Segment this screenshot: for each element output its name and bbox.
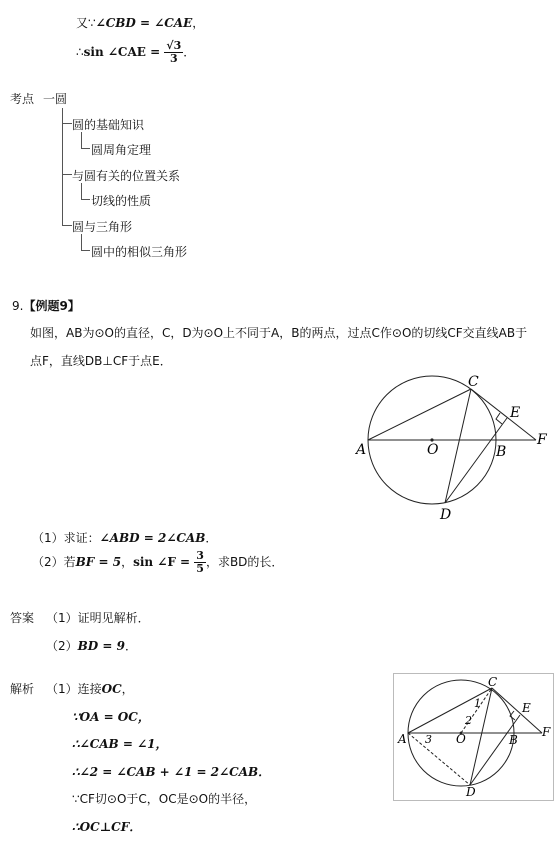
tree-branch [81, 148, 90, 149]
label-d: D [440, 507, 452, 523]
kaodian-label: 考点 [10, 92, 35, 106]
question-1: （1）求证：∠ABD = 2∠CAB． [32, 531, 218, 545]
figure-2 [393, 673, 554, 801]
example-header: 9.【例题9】 [12, 299, 80, 313]
tree-branch [81, 250, 90, 251]
label-f-2: F [542, 725, 551, 739]
analysis-line-3: ∴∠CAB = ∠1， [72, 737, 168, 751]
tree-subitem-1: 圆周角定理 [91, 143, 152, 157]
analysis-line-5: ∵CF切⊙O于C，OC是⊙O的半径， [72, 792, 257, 806]
analysis-label: 解析 [10, 682, 35, 696]
tree-branch [62, 174, 72, 175]
tree-subitem-2: 切线的性质 [91, 194, 152, 208]
line-ac [368, 389, 471, 440]
analysis-line-6: ∴OC⊥CF． [72, 820, 142, 834]
sqrt3-over-3: $\frac{√3}{3}$ [166, 39, 182, 65]
answer-2: （2）BD = 9． [46, 639, 137, 653]
tree-branch [81, 199, 90, 200]
right-angle-mark [496, 413, 502, 424]
prev-line-2: ∴sin ∠CAE = $\frac{√3}{3}$ ． [76, 39, 196, 65]
label-angle-2: 2 [465, 714, 472, 727]
label-f: F [537, 432, 547, 448]
tree-branch [81, 234, 82, 250]
tree-item-2: 与圆有关的位置关系 [72, 169, 181, 183]
label-a-2: A [398, 732, 407, 746]
analysis-line-1: （1）连接OC， [46, 682, 134, 696]
label-b-2: B [509, 733, 518, 747]
answer-1: （1）证明见解析． [46, 611, 150, 625]
label-angle-3: 3 [425, 733, 432, 746]
analysis-line-2: ∵OA = OC， [72, 710, 150, 724]
label-e: E [510, 405, 521, 421]
prev-line-1: 又∵∠CBD = ∠CAE， [76, 16, 205, 30]
label-b: B [496, 444, 507, 460]
analysis-line-4: ∴∠2 = ∠CAB + ∠1 = 2∠CAB． [72, 765, 271, 779]
kaodian-root: 一圆 [43, 92, 68, 106]
fraction-3-5: $\frac{3}{5}$ [196, 549, 204, 575]
label-angle-1: 1 [474, 697, 481, 710]
label-a: A [356, 442, 367, 458]
tree-branch [62, 225, 72, 226]
figure-1 [350, 370, 550, 525]
tangent-cf-2 [492, 688, 542, 733]
answer-label: 答案 [10, 611, 35, 625]
label-c: C [468, 374, 479, 390]
tree-branch [62, 123, 72, 124]
question-2: （2）若BF = 5，sin ∠F = $\frac{3}{5}$ ，求BD的长． [32, 549, 284, 575]
tree-branch [81, 132, 82, 148]
label-o-2: O [456, 732, 466, 746]
line-ac-2 [408, 688, 492, 733]
tree-item-1: 圆的基础知识 [72, 118, 145, 132]
tree-branch [81, 183, 82, 199]
example-text-1: 如图，AB为⊙O的直径，C，D为⊙O上不同于A，B的两点，过点C作⊙O的切线CF交直线AB于 [30, 326, 528, 340]
tree-subitem-3: 圆中的相似三角形 [91, 245, 188, 259]
label-d-2: D [466, 785, 476, 799]
label-o: O [427, 442, 439, 458]
tangent-cf [471, 389, 536, 440]
tree-item-3: 圆与三角形 [72, 220, 133, 234]
example-text-2: 点F，直线DB⊥CF于点E． [30, 354, 172, 368]
label-e-2: E [522, 701, 531, 715]
label-c-2: C [488, 675, 498, 689]
tree-trunk [62, 108, 63, 225]
